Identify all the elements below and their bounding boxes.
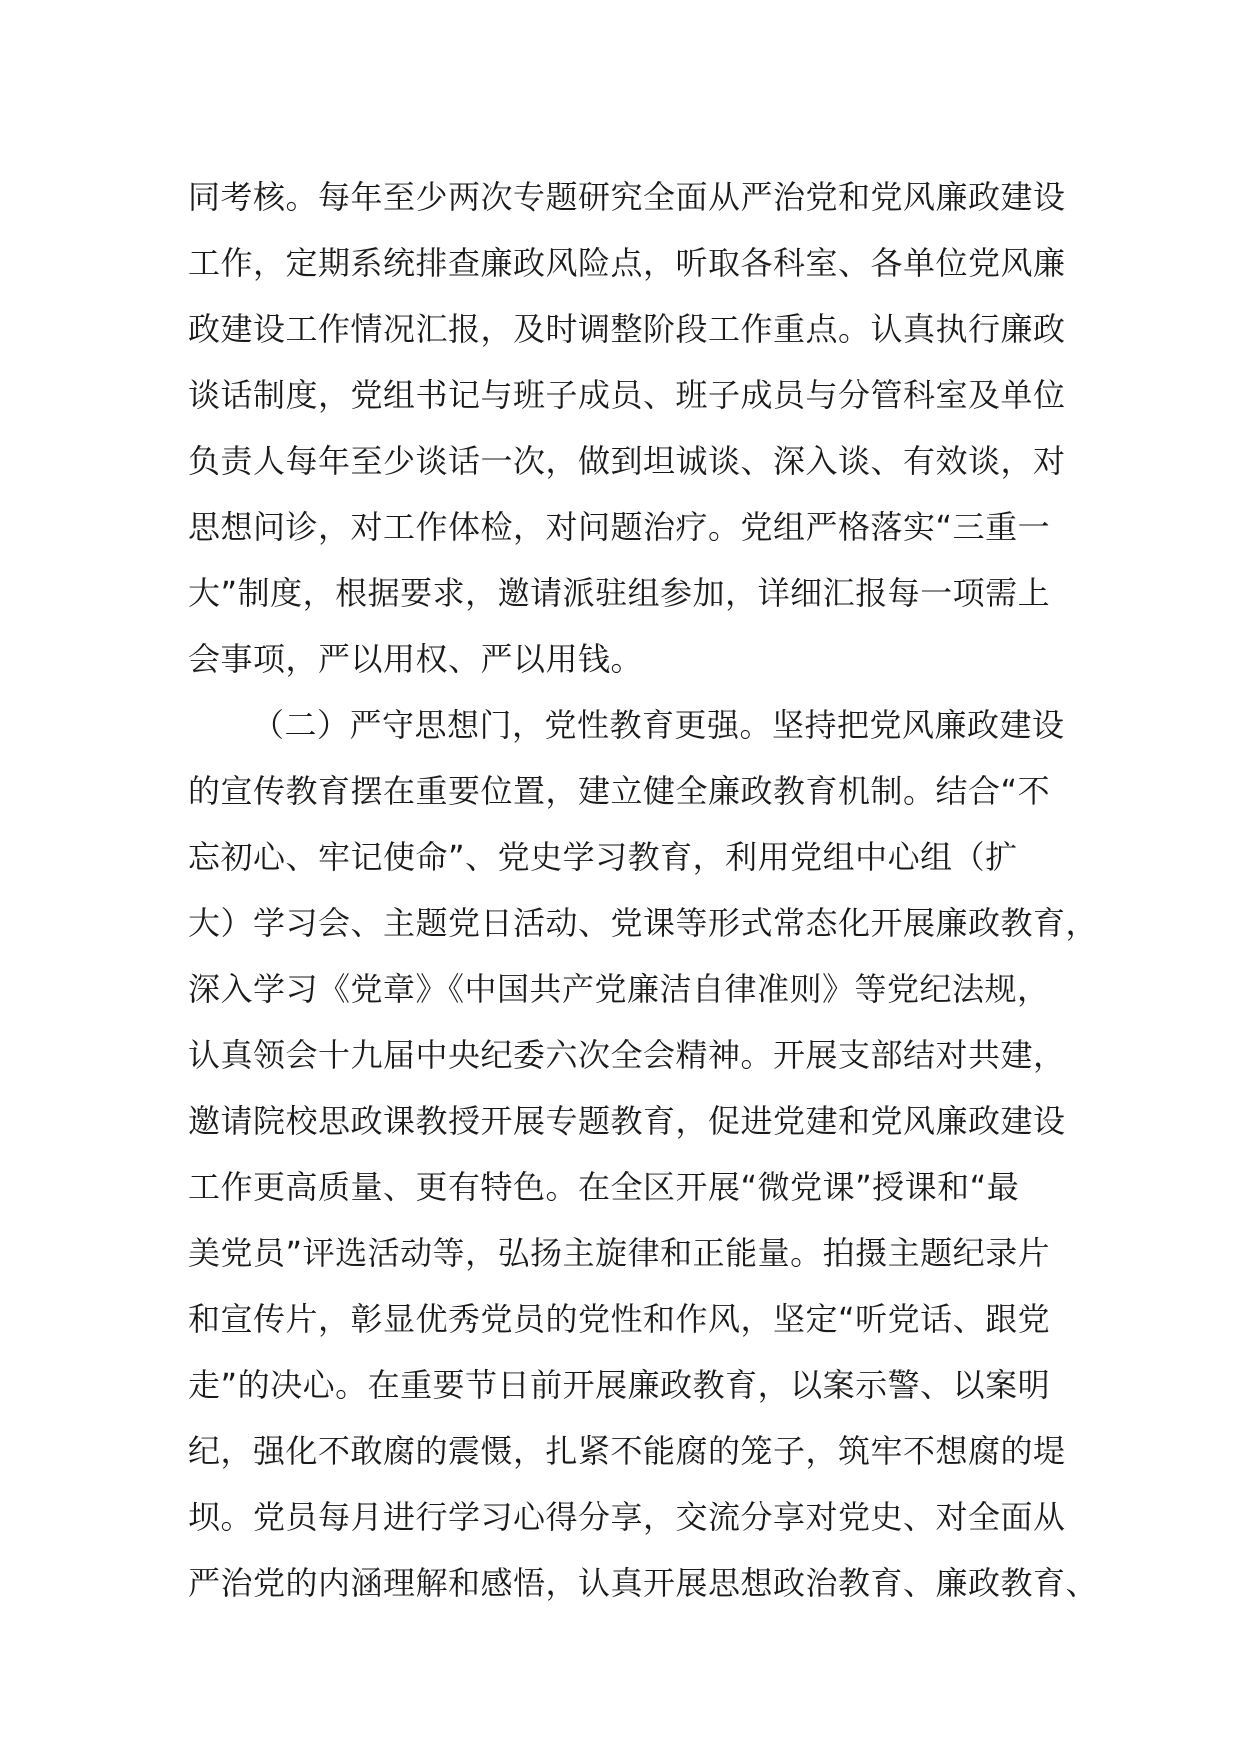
text-line: 思想问诊，对工作体检，对问题治疗。党组严格落实“三重一 xyxy=(188,508,1051,546)
text-line: 会事项，严以用权、严以用钱。 xyxy=(188,640,644,678)
text-line: 走”的决心。在重要节日前开展廉政教育，以案示警、以案明 xyxy=(188,1366,1051,1404)
text-line: 和宣传片，彰显优秀党员的党性和作风，坚定“听党话、跟党 xyxy=(188,1300,1051,1338)
text-line: 纪，强化不敢腐的震慑，扎紧不能腐的笼子，筑牢不想腐的堤 xyxy=(188,1432,1066,1470)
document-body xyxy=(188,164,1099,1616)
text-line: 政建设工作情况汇报，及时调整阶段工作重点。认真执行廉政 xyxy=(188,310,1066,348)
text-line: 的宣传教育摆在重要位置，建立健全廉政教育机制。结合“不 xyxy=(188,772,1051,810)
text-line: 邀请院校思政课教授开展专题教育，促进党建和党风廉政建设 xyxy=(188,1102,1066,1140)
text-line: 美党员”评选活动等，弘扬主旋律和正能量。拍摄主题纪录片 xyxy=(188,1234,1051,1272)
text-line: 大”制度，根据要求，邀请派驻组参加，详细汇报每一项需上 xyxy=(188,574,1051,612)
section-heading-line: （二）严守思想门，党性教育更强。坚持把党风廉政建设 xyxy=(252,706,1065,744)
text-line: 谈话制度，党组书记与班子成员、班子成员与分管科室及单位 xyxy=(188,376,1066,414)
text-line: 负责人每年至少谈话一次，做到坦诚谈、深入谈、有效谈，对 xyxy=(188,442,1066,480)
text-line: 坝。党员每月进行学习心得分享，交流分享对党史、对全面从 xyxy=(188,1498,1066,1536)
text-line: 认真领会十九届中央纪委六次全会精神。开展支部结对共建， xyxy=(188,1036,1066,1074)
text-line: 工作更高质量、更有特色。在全区开展“微党课”授课和“最 xyxy=(188,1168,1020,1206)
text-line: 工作，定期系统排查廉政风险点，听取各科室、各单位党风廉 xyxy=(188,244,1066,282)
text-line: 严治党的内涵理解和感悟，认真开展思想政治教育、廉政教育、 xyxy=(188,1564,1099,1602)
text-line: 深入学习《党章》《中国共产党廉洁自律准则》等党纪法规， xyxy=(188,970,1050,1008)
text-line: 大）学习会、主题党日活动、党课等形式常态化开展廉政教育， xyxy=(188,904,1099,942)
text-line: 同考核。每年至少两次专题研究全面从严治党和党风廉政建设 xyxy=(188,178,1066,216)
text-line: 忘初心、牢记使命”、党史学习教育，利用党组中心组（扩 xyxy=(188,838,1018,876)
